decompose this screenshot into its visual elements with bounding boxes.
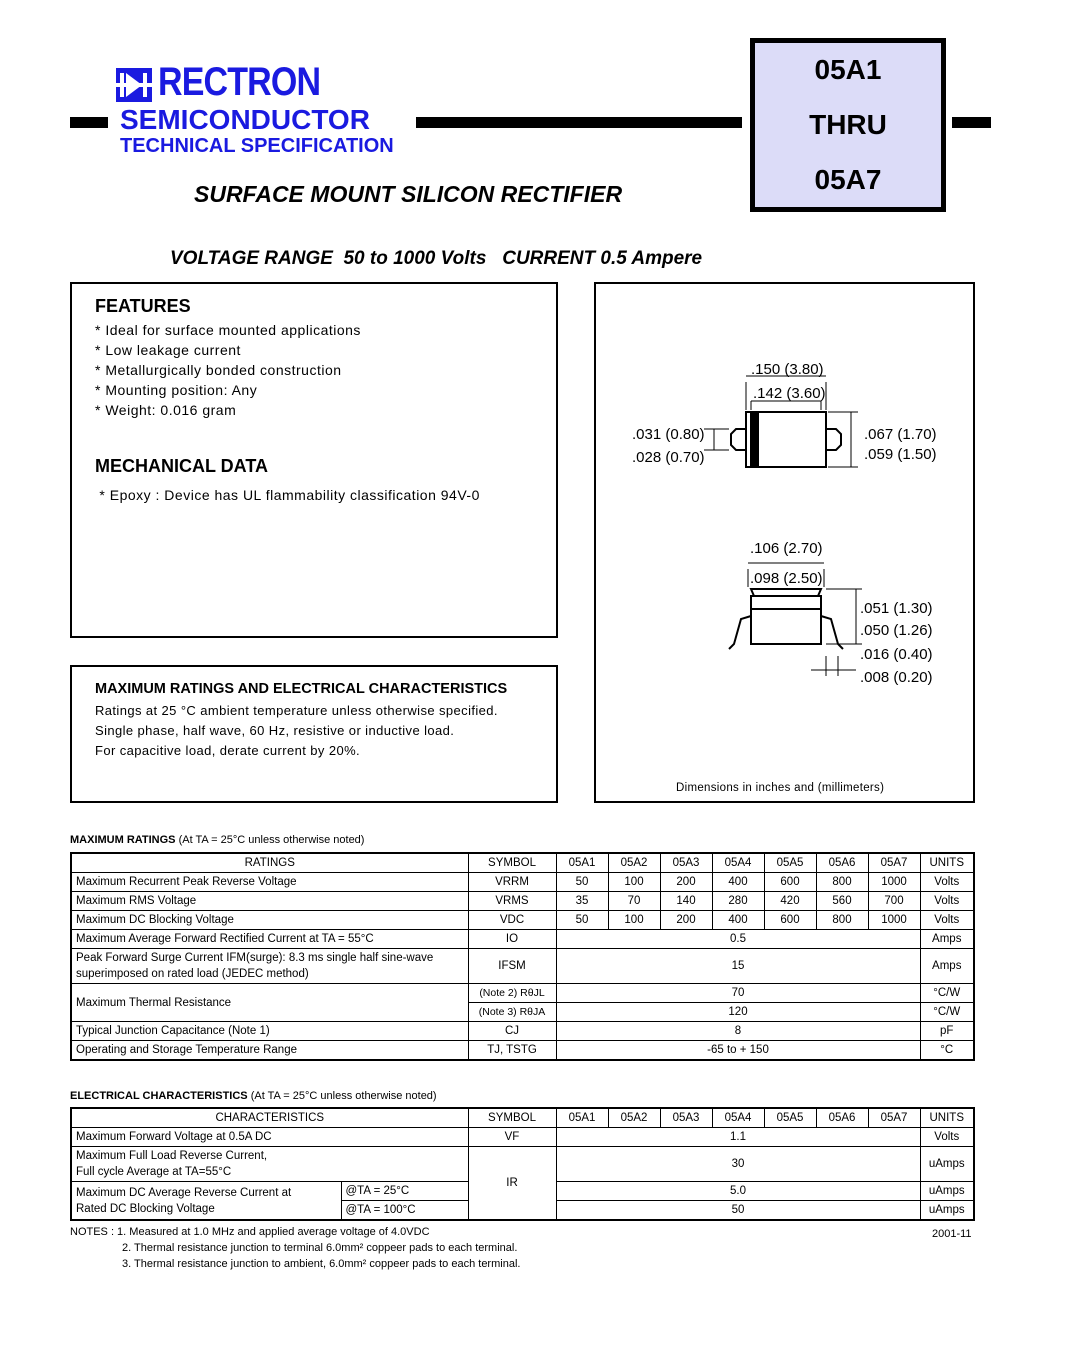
row-unit: Volts [920,911,974,930]
row-unit: Volts [920,892,974,911]
max-ratings-caption-title: MAXIMUM RATINGS [70,834,176,846]
row-value: 50 [556,1201,920,1221]
row-symbol: IR [468,1147,556,1221]
row-label: Maximum RMS Voltage [71,892,468,911]
header-cell: 05A3 [660,1108,712,1128]
row-unit: Amps [920,930,974,949]
row-label: Typical Junction Capacitance (Note 1) [71,1022,468,1041]
header-cell: RATINGS [71,853,468,873]
voltage-current-range: VOLTAGE RANGE 50 to 1000 Volts CURRENT 0.5 Ampere [170,248,703,269]
row-label-line: superimposed on rated load (JEDEC method) [76,968,309,980]
dim-lead-thickness-max: .016 (0.40) [860,646,933,663]
row-value: 8 [556,1022,920,1041]
row-label: Maximum Recurrent Peak Reverse Voltage [71,873,468,892]
header-rule-right [952,117,991,128]
note-3: 3. Thermal resistance junction to ambient, 6.0mm² coppeer pads to each terminal. [122,1258,521,1270]
part-thru: THRU [809,108,887,140]
header-cell: CHARACTERISTICS [71,1108,468,1128]
row-label-line: Peak Forward Surge Current IFM(surge): 8.3 ms single half sine-wave [76,952,434,964]
dim-right-height-min: .059 (1.50) [864,446,937,463]
ratings-info-line: Ratings at 25 °C ambient temperature unless otherwise specified. [95,703,498,718]
elec-caption-note: (At TA = 25°C unless otherwise noted) [247,1090,437,1102]
row-value: 600 [764,873,816,892]
row-value: 420 [764,892,816,911]
revision-date: 2001-11 [932,1228,972,1240]
row-symbol: IO [468,930,556,949]
row-value: 280 [712,892,764,911]
row-value: 560 [816,892,868,911]
row-symbol: VRRM [468,873,556,892]
row-condition: @TA = 100°C [341,1201,468,1221]
header-cell: 05A6 [816,853,868,873]
row-value: 140 [660,892,712,911]
ratings-info-panel [70,665,558,803]
division-name: SEMICONDUCTOR [120,104,370,135]
header-rule-left [70,117,108,128]
row-symbol: CJ [468,1022,556,1041]
row-label-line: Full cycle Average at TA=55°C [76,1166,232,1178]
row-condition: @TA = 25°C [341,1182,468,1201]
header-cell: 05A7 [868,853,920,873]
ratings-info-line: Single phase, half wave, 60 Hz, resistive or inductive load. [95,723,455,738]
elec-caption-title: ELECTRICAL CHARACTERISTICS [70,1090,248,1102]
table-row [71,949,974,984]
row-symbol: (Note 3) RθJA [468,1003,556,1022]
header-cell: 05A3 [660,853,712,873]
brand-name: RECTRON [158,60,321,104]
row-value: 100 [608,873,660,892]
dim-top-width-min: .142 (3.60) [753,385,826,402]
header-cell: UNITS [920,853,974,873]
doc-type: TECHNICAL SPECIFICATION [120,135,394,157]
ratings-info-line: For capacitive load, derate current by 20%. [95,743,361,758]
row-unit: uAmps [920,1147,974,1182]
row-symbol: VF [468,1128,556,1147]
row-unit: °C/W [920,1003,974,1022]
features-heading: FEATURES [95,296,191,316]
max-ratings-caption-note: (At TA = 25°C unless otherwise noted) [175,834,365,846]
row-label [71,949,468,984]
row-value: 200 [660,873,712,892]
row-value: 120 [556,1003,920,1022]
row-symbol: TJ, TSTG [468,1041,556,1061]
dim-left-height-max: .031 (0.80) [632,426,705,443]
header-cell: 05A7 [868,1108,920,1128]
row-unit: pF [920,1022,974,1041]
max-ratings-table [70,852,975,1061]
row-value: -65 to + 150 [556,1041,920,1061]
row-label-line: Maximum Full Load Reverse Current, [76,1150,268,1162]
page-title: SURFACE MOUNT SILICON RECTIFIER [194,181,623,207]
header-cell: SYMBOL [468,1108,556,1128]
dim-left-height-min: .028 (0.70) [632,449,705,466]
note-1: NOTES : 1. Measured at 1.0 MHz and applied average voltage of 4.0VDC [70,1226,430,1238]
dim-side-height-min: .050 (1.26) [860,622,933,639]
row-value: 1.1 [556,1128,920,1147]
ratings-info-heading: MAXIMUM RATINGS AND ELECTRICAL CHARACTERISTICS [95,681,508,697]
feature-item: * Low leakage current [95,342,241,358]
row-value: 700 [868,892,920,911]
rectron-logo-icon [116,68,152,102]
row-value: 50 [556,911,608,930]
row-value: 5.0 [556,1182,920,1201]
part-number-box [750,38,946,212]
header-cell: 05A1 [556,853,608,873]
part-to: 05A7 [814,163,882,195]
row-label [71,1147,468,1182]
table-header-row [71,1108,974,1128]
row-unit: °C/W [920,984,974,1003]
header-cell: 05A5 [764,853,816,873]
row-label-line: Maximum DC Average Reverse Current at [76,1186,292,1199]
row-value: 800 [816,911,868,930]
row-label: Operating and Storage Temperature Range [71,1041,468,1061]
note-2: 2. Thermal resistance junction to terminal 6.0mm² coppeer pads to each terminal. [122,1242,518,1254]
row-unit: uAmps [920,1182,974,1201]
row-value: 100 [608,911,660,930]
dim-side-width-min: .098 (2.50) [750,570,823,587]
dim-top-width-max: .150 (3.80) [751,361,824,378]
table-row [71,1147,974,1182]
features-panel [70,282,558,638]
row-symbol: (Note 2) RθJL [468,984,556,1003]
row-value: 35 [556,892,608,911]
dimensions-caption: Dimensions in inches and (millimeters) [676,782,885,794]
row-label: Maximum DC Blocking Voltage [71,911,468,930]
row-label: Maximum Forward Voltage at 0.5A DC [71,1128,468,1147]
dim-side-height-max: .051 (1.30) [860,600,933,617]
header-cell: 05A4 [712,1108,764,1128]
row-symbol: IFSM [468,949,556,984]
table-row [71,873,974,892]
feature-item: * Metallurgically bonded construction [95,362,342,378]
table-row [71,930,974,949]
row-unit: Volts [920,873,974,892]
header-rule-middle [416,117,742,128]
row-value: 400 [712,911,764,930]
row-label [71,1182,341,1221]
mechanical-heading: MECHANICAL DATA [95,456,268,476]
elec-caption [70,1086,437,1104]
elec-table [70,1107,975,1221]
row-value: 200 [660,911,712,930]
row-value: 30 [556,1147,920,1182]
row-value: 1000 [868,873,920,892]
feature-item: * Weight: 0.016 gram [95,402,237,418]
row-value: 15 [556,949,920,984]
row-value: 50 [556,873,608,892]
table-row [71,1022,974,1041]
row-symbol: VDC [468,911,556,930]
table-row [71,1128,974,1147]
row-label-line: Rated DC Blocking Voltage [76,1202,215,1215]
table-row [71,892,974,911]
mechanical-item: * Epoxy : Device has UL flammability classification 94V-0 [95,487,480,503]
header-cell: 05A1 [556,1108,608,1128]
row-value: 70 [556,984,920,1003]
dim-right-height-max: .067 (1.70) [864,426,937,443]
header-cell: 05A2 [608,1108,660,1128]
row-unit: uAmps [920,1201,974,1221]
header-cell: UNITS [920,1108,974,1128]
dim-side-width-max: .106 (2.70) [750,540,823,557]
row-value: 800 [816,873,868,892]
row-unit: Amps [920,949,974,984]
row-symbol: VRMS [468,892,556,911]
header-cell: 05A4 [712,853,764,873]
feature-item: * Ideal for surface mounted applications [95,322,361,338]
row-value: 1000 [868,911,920,930]
header-cell: 05A5 [764,1108,816,1128]
row-value: 0.5 [556,930,920,949]
max-ratings-caption [70,830,364,848]
row-value: 600 [764,911,816,930]
header-cell: 05A6 [816,1108,868,1128]
header-cell: SYMBOL [468,853,556,873]
table-row [71,984,974,1003]
table-row [71,911,974,930]
header-cell: 05A2 [608,853,660,873]
row-value: 400 [712,873,764,892]
dimension-drawing-panel [594,282,975,803]
row-label: Maximum Average Forward Rectified Current at TA = 55°C [71,930,468,949]
row-unit: °C [920,1041,974,1061]
table-header-row [71,853,974,873]
row-unit: Volts [920,1128,974,1147]
table-row [71,1041,974,1061]
feature-item: * Mounting position: Any [95,382,258,398]
row-label: Maximum Thermal Resistance [71,984,468,1022]
part-from: 05A1 [814,54,882,86]
dim-lead-thickness-min: .008 (0.20) [860,669,933,686]
row-value: 70 [608,892,660,911]
